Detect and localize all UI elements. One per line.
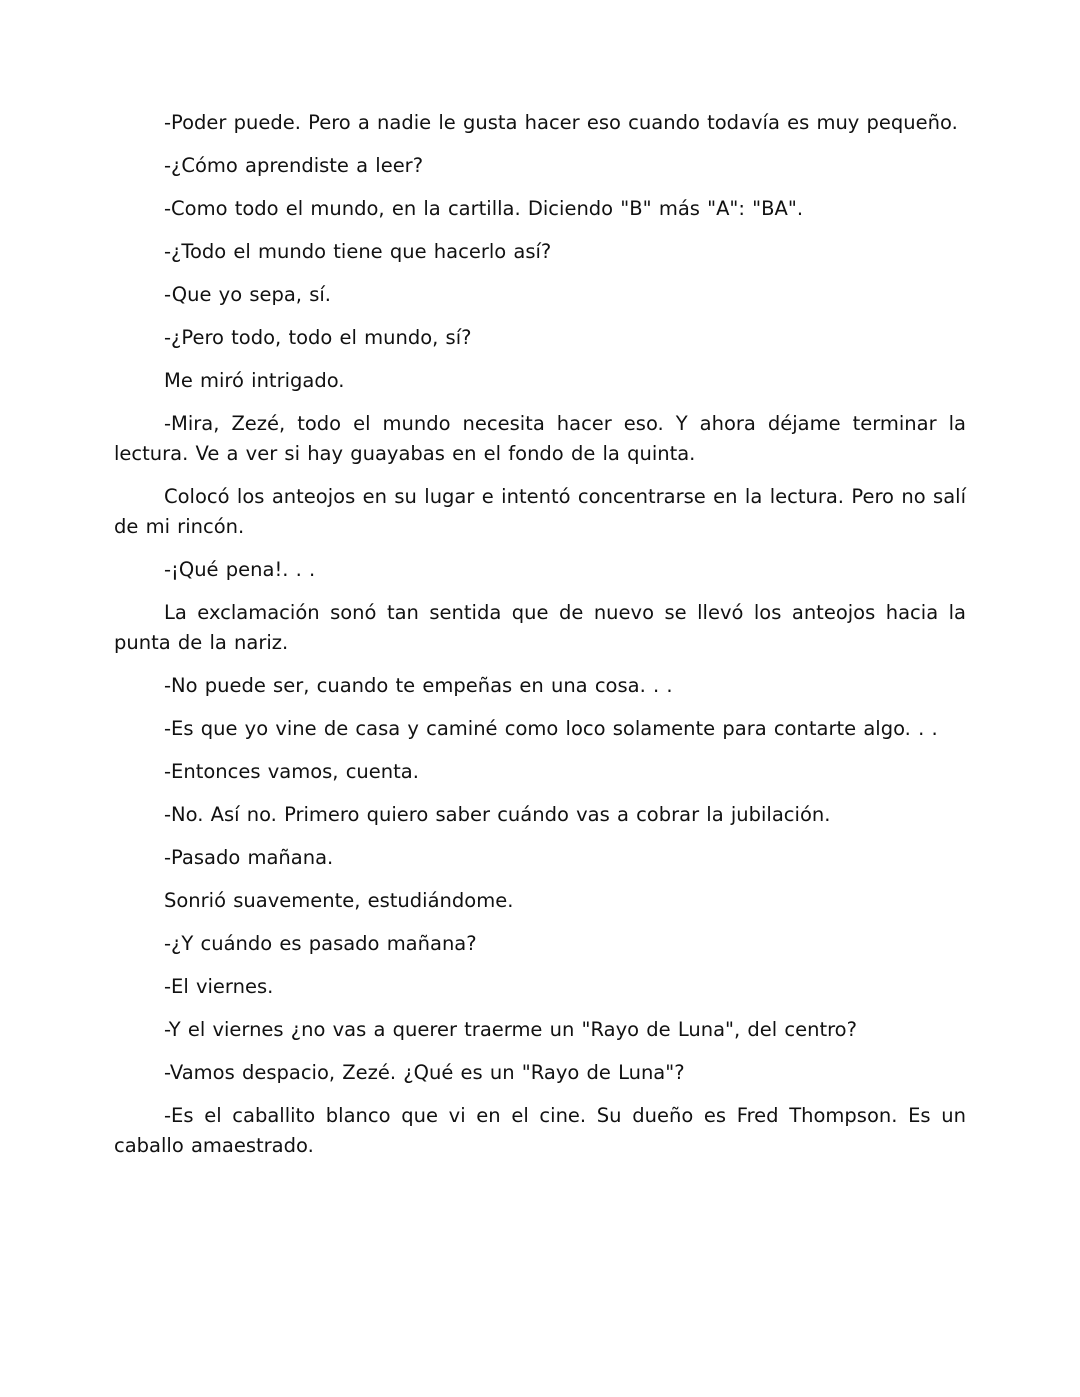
paragraph: -¿Y cuándo es pasado mañana? — [164, 932, 477, 955]
paragraph: -¡Qué pena!. . . — [164, 558, 316, 581]
paragraph: -¿Cómo aprendiste a leer? — [164, 154, 424, 177]
paragraph: -¿Pero todo, todo el mundo, sí? — [164, 326, 472, 349]
paragraph: -No. Así no. Primero quiero saber cuándo vas a cobrar la jubilación. — [164, 803, 831, 826]
paragraph: Sonrió suavemente, estudiándome. — [164, 889, 514, 912]
paragraph: Colocó los anteojos en su lugar e intentó concentrarse en la lectura. Pero no salí de mi rincón. — [114, 485, 966, 538]
paragraph: -Vamos despacio, Zezé. ¿Qué es un "Rayo de Luna"? — [164, 1061, 685, 1084]
paragraph: -Es el caballito blanco que vi en el cine. Su dueño es Fred Thompson. Es un caballo amaestrado. — [114, 1104, 966, 1157]
paragraph: -Como todo el mundo, en la cartilla. Diciendo "B" más "A": "BA". — [164, 197, 804, 220]
paragraph: -Y el viernes ¿no vas a querer traerme un "Rayo de Luna", del centro? — [164, 1018, 857, 1041]
paragraph: -Entonces vamos, cuenta. — [164, 760, 419, 783]
paragraph: -¿Todo el mundo tiene que hacerlo así? — [164, 240, 552, 263]
paragraph: -No puede ser, cuando te empeñas en una cosa. . . — [164, 674, 673, 697]
paragraph: -Que yo sepa, sí. — [164, 283, 331, 306]
paragraph: Me miró intrigado. — [164, 369, 345, 392]
paragraph: -Mira, Zezé, todo el mundo necesita hacer eso. Y ahora déjame terminar la lectura. Ve a ver si hay guayabas en el fondo de la quinta. — [114, 412, 966, 465]
paragraph: La exclamación sonó tan sentida que de nuevo se llevó los anteojos hacia la punta de la nariz. — [114, 601, 966, 654]
paragraph: -Pasado mañana. — [164, 846, 334, 869]
paragraph: -Poder puede. Pero a nadie le gusta hacer eso cuando todavía es muy pequeño. — [164, 111, 958, 134]
paragraph: -Es que yo vine de casa y caminé como loco solamente para contarte algo. . . — [164, 717, 938, 740]
paragraph: -El viernes. — [164, 975, 274, 998]
